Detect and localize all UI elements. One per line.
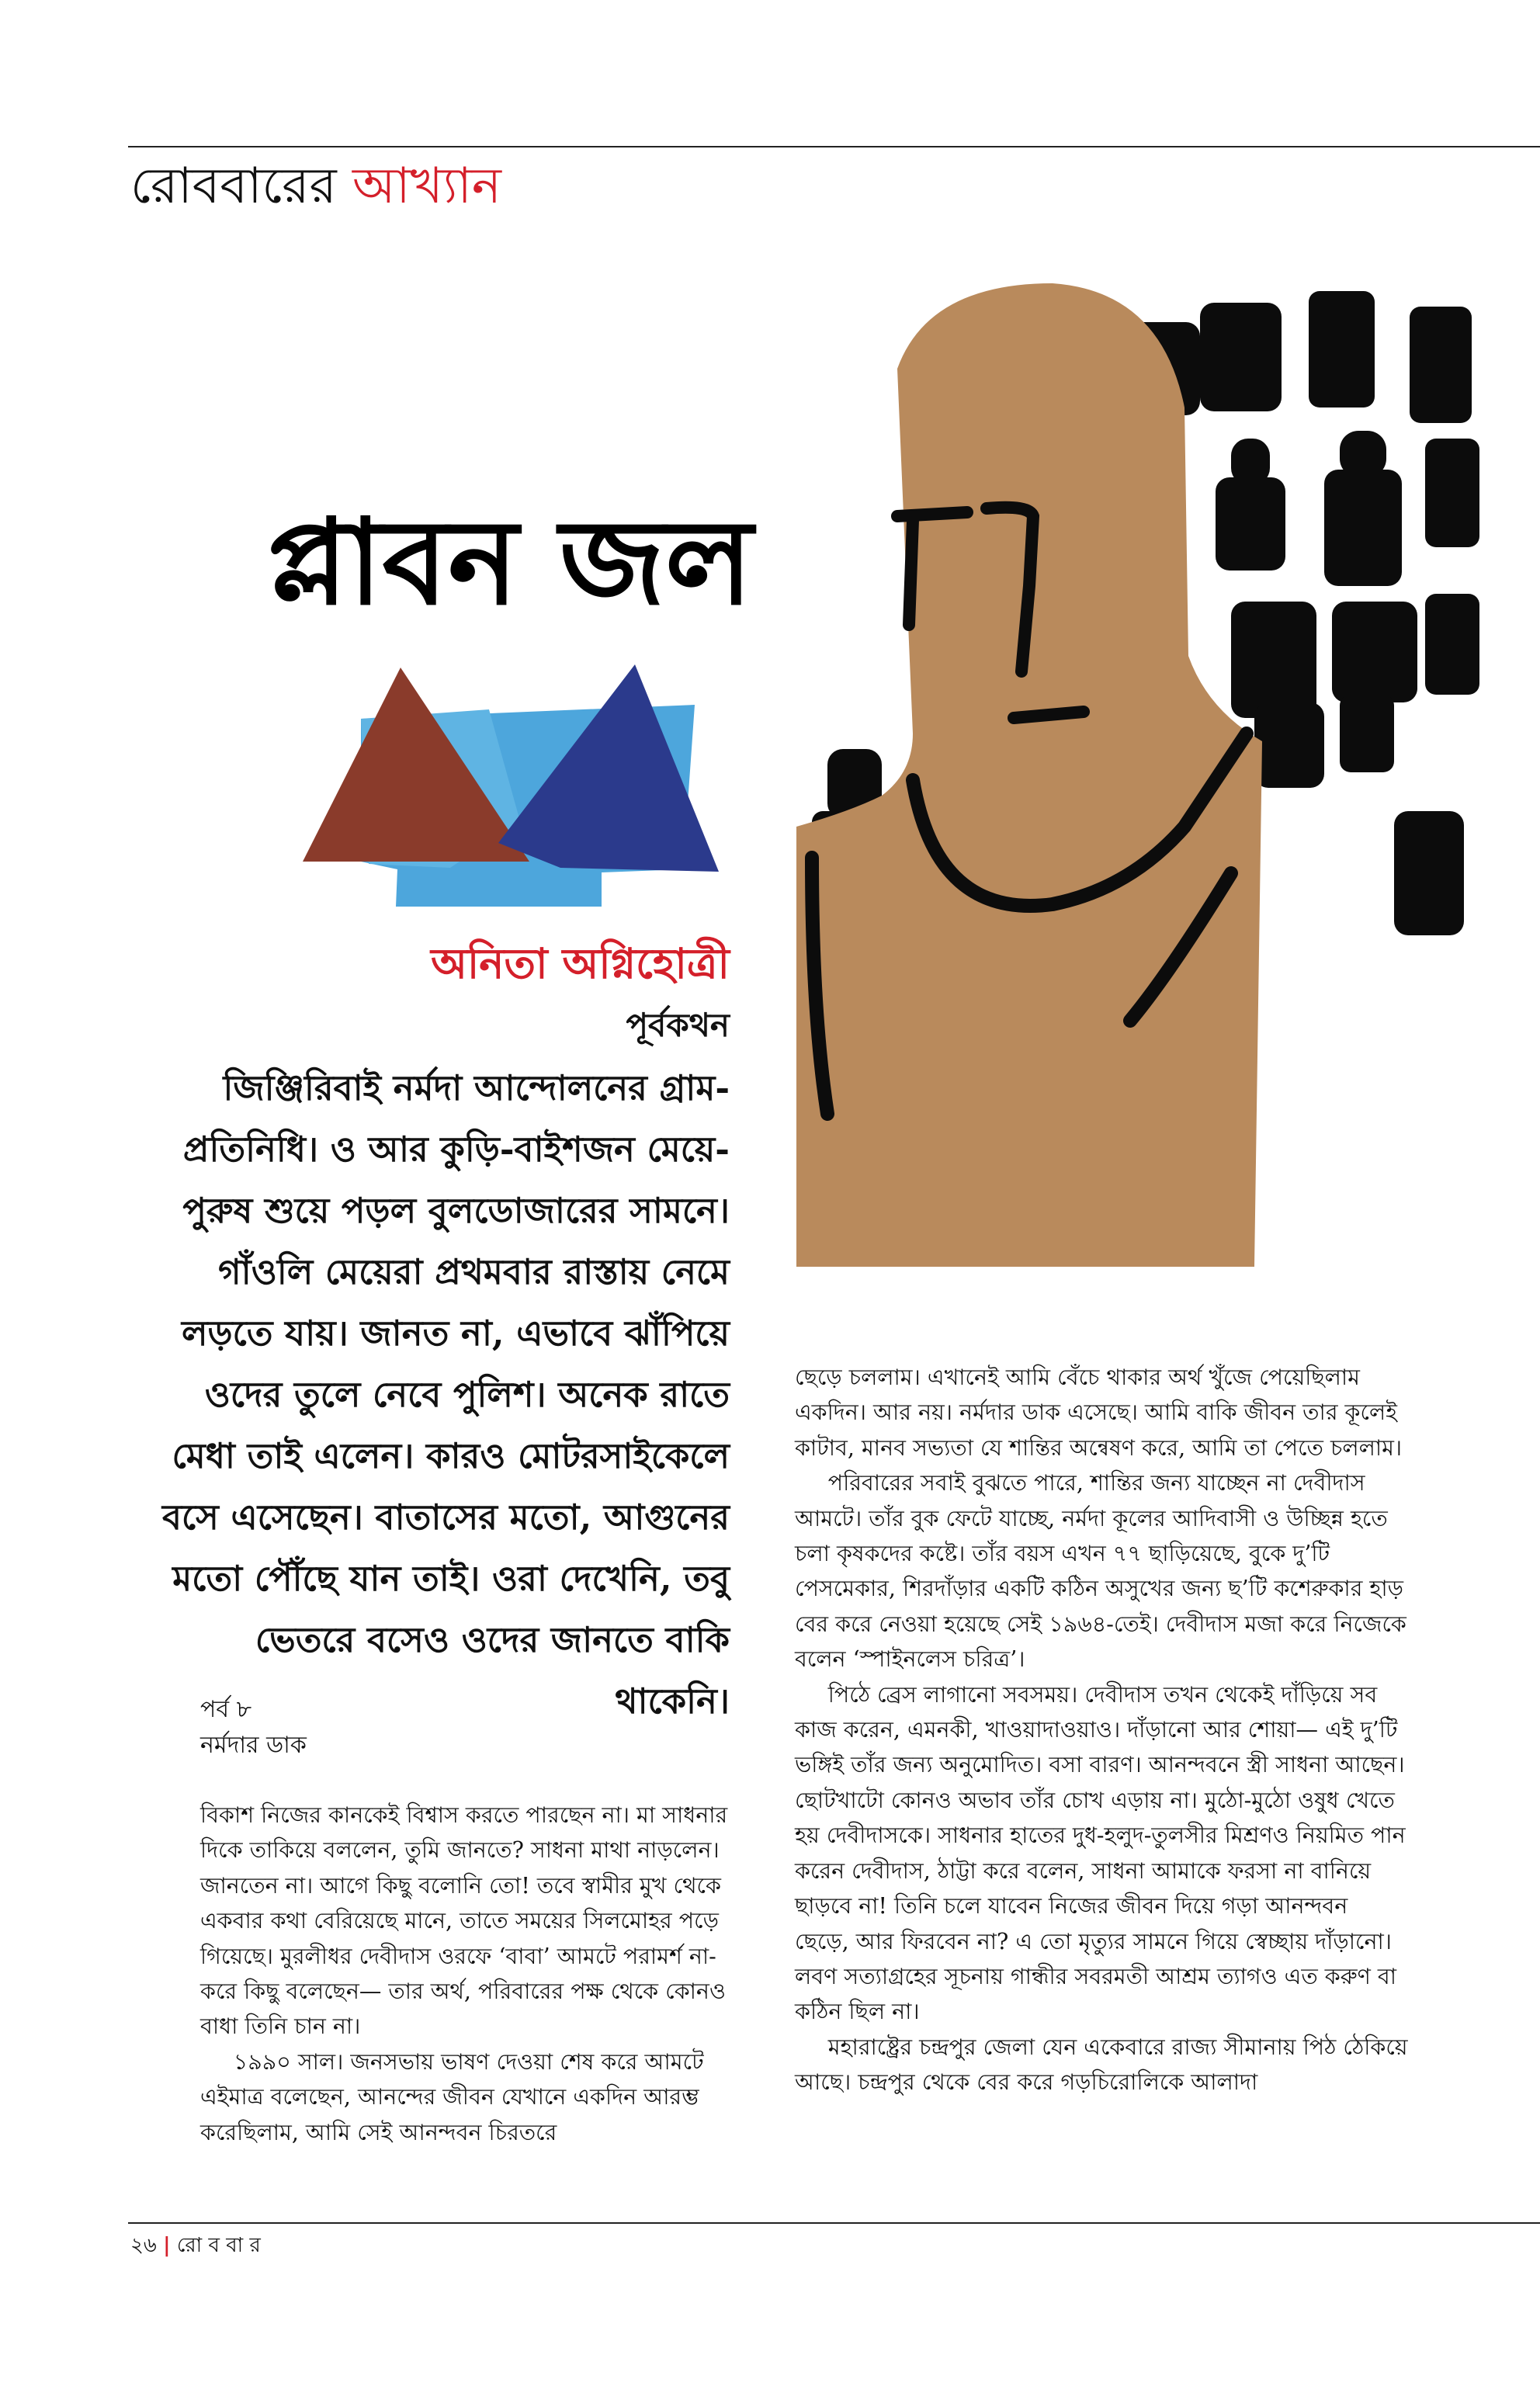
story-intro: জিঞ্জিরিবাই নর্মদা আন্দোলনের গ্রাম-প্রতিনিধি। ও আর কুড়ি-বাইশজন মেয়ে-পুরুষ শুয়ে পড়ল বুলডোজারের সামনে। গাঁওলি মেয়েরা প্রথমবার রাস্তায় নেমে লড়তে যায়। জানত না, এভাবে ঝাঁপিয়ে ওদের তুলে নেবে পুলিশ। অনেক রাতে মেধা তাই এলেন। কারও মোটরসাইকেলে বসে এসেছেন। বাতাসের মতো, আগুনের মতো পৌঁছে যান তাই। ওরা দেখেনি, তবু ভেতরে বসেও ওদের জানতে বাকি থাকেনি। bbox=[162, 1067, 730, 1722]
top-rule bbox=[128, 146, 1540, 147]
paragraph: পিঠে ব্রেস লাগানো সবসময়। দেবীদাস তখন থেকেই দাঁড়িয়ে সব কাজ করেন, এমনকী, খাওয়াদাওয়াও। দাঁড়ানো আর শোয়া— এই দু’টি ভঙ্গিই তাঁর জন্য অনুমোদিত। বসা বারণ। আনন্দবনে স্ত্রী সাধনা আছেন। ছোটখাটো কোনও অভাব তাঁর চোখ এড়ায় না। মুঠো-মুঠো ওষুধ খেতে হয় দেবীদাসকে। সাধনার হাতের দুধ-হলুদ-তুলসীর মিশ্রণও নিয়মিত পান করেন দেবীদাস, ঠাট্টা করে বলেন, সাধনা আমাকে ফরসা না বানিয়ে ছাড়বে না! তিনি চলে যাবেন নিজের জীবন দিয়ে গড়া আনন্দবন ছেড়ে, আর ফিরবেন না? এ তো মৃত্যুর সামনে গিয়ে স্বেচ্ছায় দাঁড়ানো। লবণ সত্যাগ্রহের সূচনায় গান্ধীর সবরমতী আশ্রম ত্যাগও এত করুণ বা কঠিন ছিল না। bbox=[795, 1681, 1406, 2025]
part-title: নর্মদার ডাক bbox=[200, 1732, 307, 1759]
paragraph: মহারাষ্ট্রের চন্দ্রপুর জেলা যেন একেবারে রাজ্য সীমানায় পিঠ ঠেকিয়ে আছে। চন্দ্রপুর থেকে বের করে গড়চিরোলিকে আলাদা bbox=[795, 2034, 1408, 2096]
author-name: অনিতা অগ্নিহোত্রী bbox=[431, 938, 730, 988]
body-column-right bbox=[795, 1360, 1408, 2100]
section-label: রোববারের bbox=[130, 158, 337, 215]
body-column-left bbox=[200, 1798, 736, 2150]
paragraph: বিকাশ নিজের কানকেই বিশ্বাস করতে পারছেন না। মা সাধনার দিকে তাকিয়ে বললেন, তুমি জানতে? সাধনা মাথা নাড়লেন। জানতেন না। আগে কিছু বলোনি তো! তবে স্বামীর মুখ থেকে একবার কথা বেরিয়েছে মানে, তাতে সময়ের সিলমোহর পড়ে গিয়েছে। মুরলীধর দেবীদাস ওরফে ‘বাবা’ আমটে পরামর্শ না-করে কিছু বলেছেন— তার অর্থ, পরিবারের পক্ষ থেকে কোনও বাধা তিনি চান না। bbox=[200, 1802, 728, 2040]
section-header bbox=[130, 158, 502, 215]
bottom-rule bbox=[128, 2222, 1540, 2224]
paragraph: ছেড়ে চললাম। এখানেই আমি বেঁচে থাকার অর্থ খুঁজে পেয়েছিলাম একদিন। আর নয়। নর্মদার ডাক এসেছে। আমি বাকি জীবন তার কূলেই কাটাব, মানব সভ্যতা যে শান্তির অন্বেষণ করে, আমি তা পেতে চললাম। bbox=[795, 1365, 1403, 1461]
story-title: প্লাবন জল bbox=[267, 492, 753, 631]
footer-separator: | bbox=[163, 2234, 171, 2257]
section-label-accent: আখ্যান bbox=[352, 158, 502, 215]
prologue-label: পূর্বকথন bbox=[626, 1006, 730, 1044]
publication-name: রো ব বা র bbox=[176, 2234, 261, 2257]
paragraph: ১৯৯০ সাল। জনসভায় ভাষণ দেওয়া শেষ করে আমটে এইমাত্র বলেছেন, আনন্দের জীবন যেখানে একদিন আরম্ভ করেছিলাম, আমি সেই আনন্দবন চিরতরে bbox=[200, 2048, 704, 2145]
part-number: পর্ব ৮ bbox=[200, 1696, 252, 1723]
portrait-painting bbox=[796, 237, 1486, 1267]
page-number: ২৬ bbox=[130, 2234, 157, 2257]
part-heading bbox=[200, 1692, 307, 1764]
paragraph: পরিবারের সবাই বুঝতে পারে, শান্তির জন্য যাচ্ছেন না দেবীদাস আমটে। তাঁর বুক ফেটে যাচ্ছে, নর্মদা কূলের আদিবাসী ও উচ্ছিন্ন হতে চলা কৃষকদের কষ্টে। তাঁর বয়স এখন ৭৭ ছাড়িয়েছে, বুকে দু’টি পেসমেকার, শিরদাঁড়ার একটি কঠিন অসুখের জন্য ছ’টি কশেরুকার হাড় বের করে নেওয়া হয়েছে সেই ১৯৬৪-তেই। দেবীদাস মজা করে নিজেকে বলেন ‘স্পাইনলেস চরিত্র’। bbox=[795, 1470, 1406, 1673]
mountains-illustration bbox=[287, 650, 737, 907]
page-footer bbox=[130, 2235, 261, 2256]
